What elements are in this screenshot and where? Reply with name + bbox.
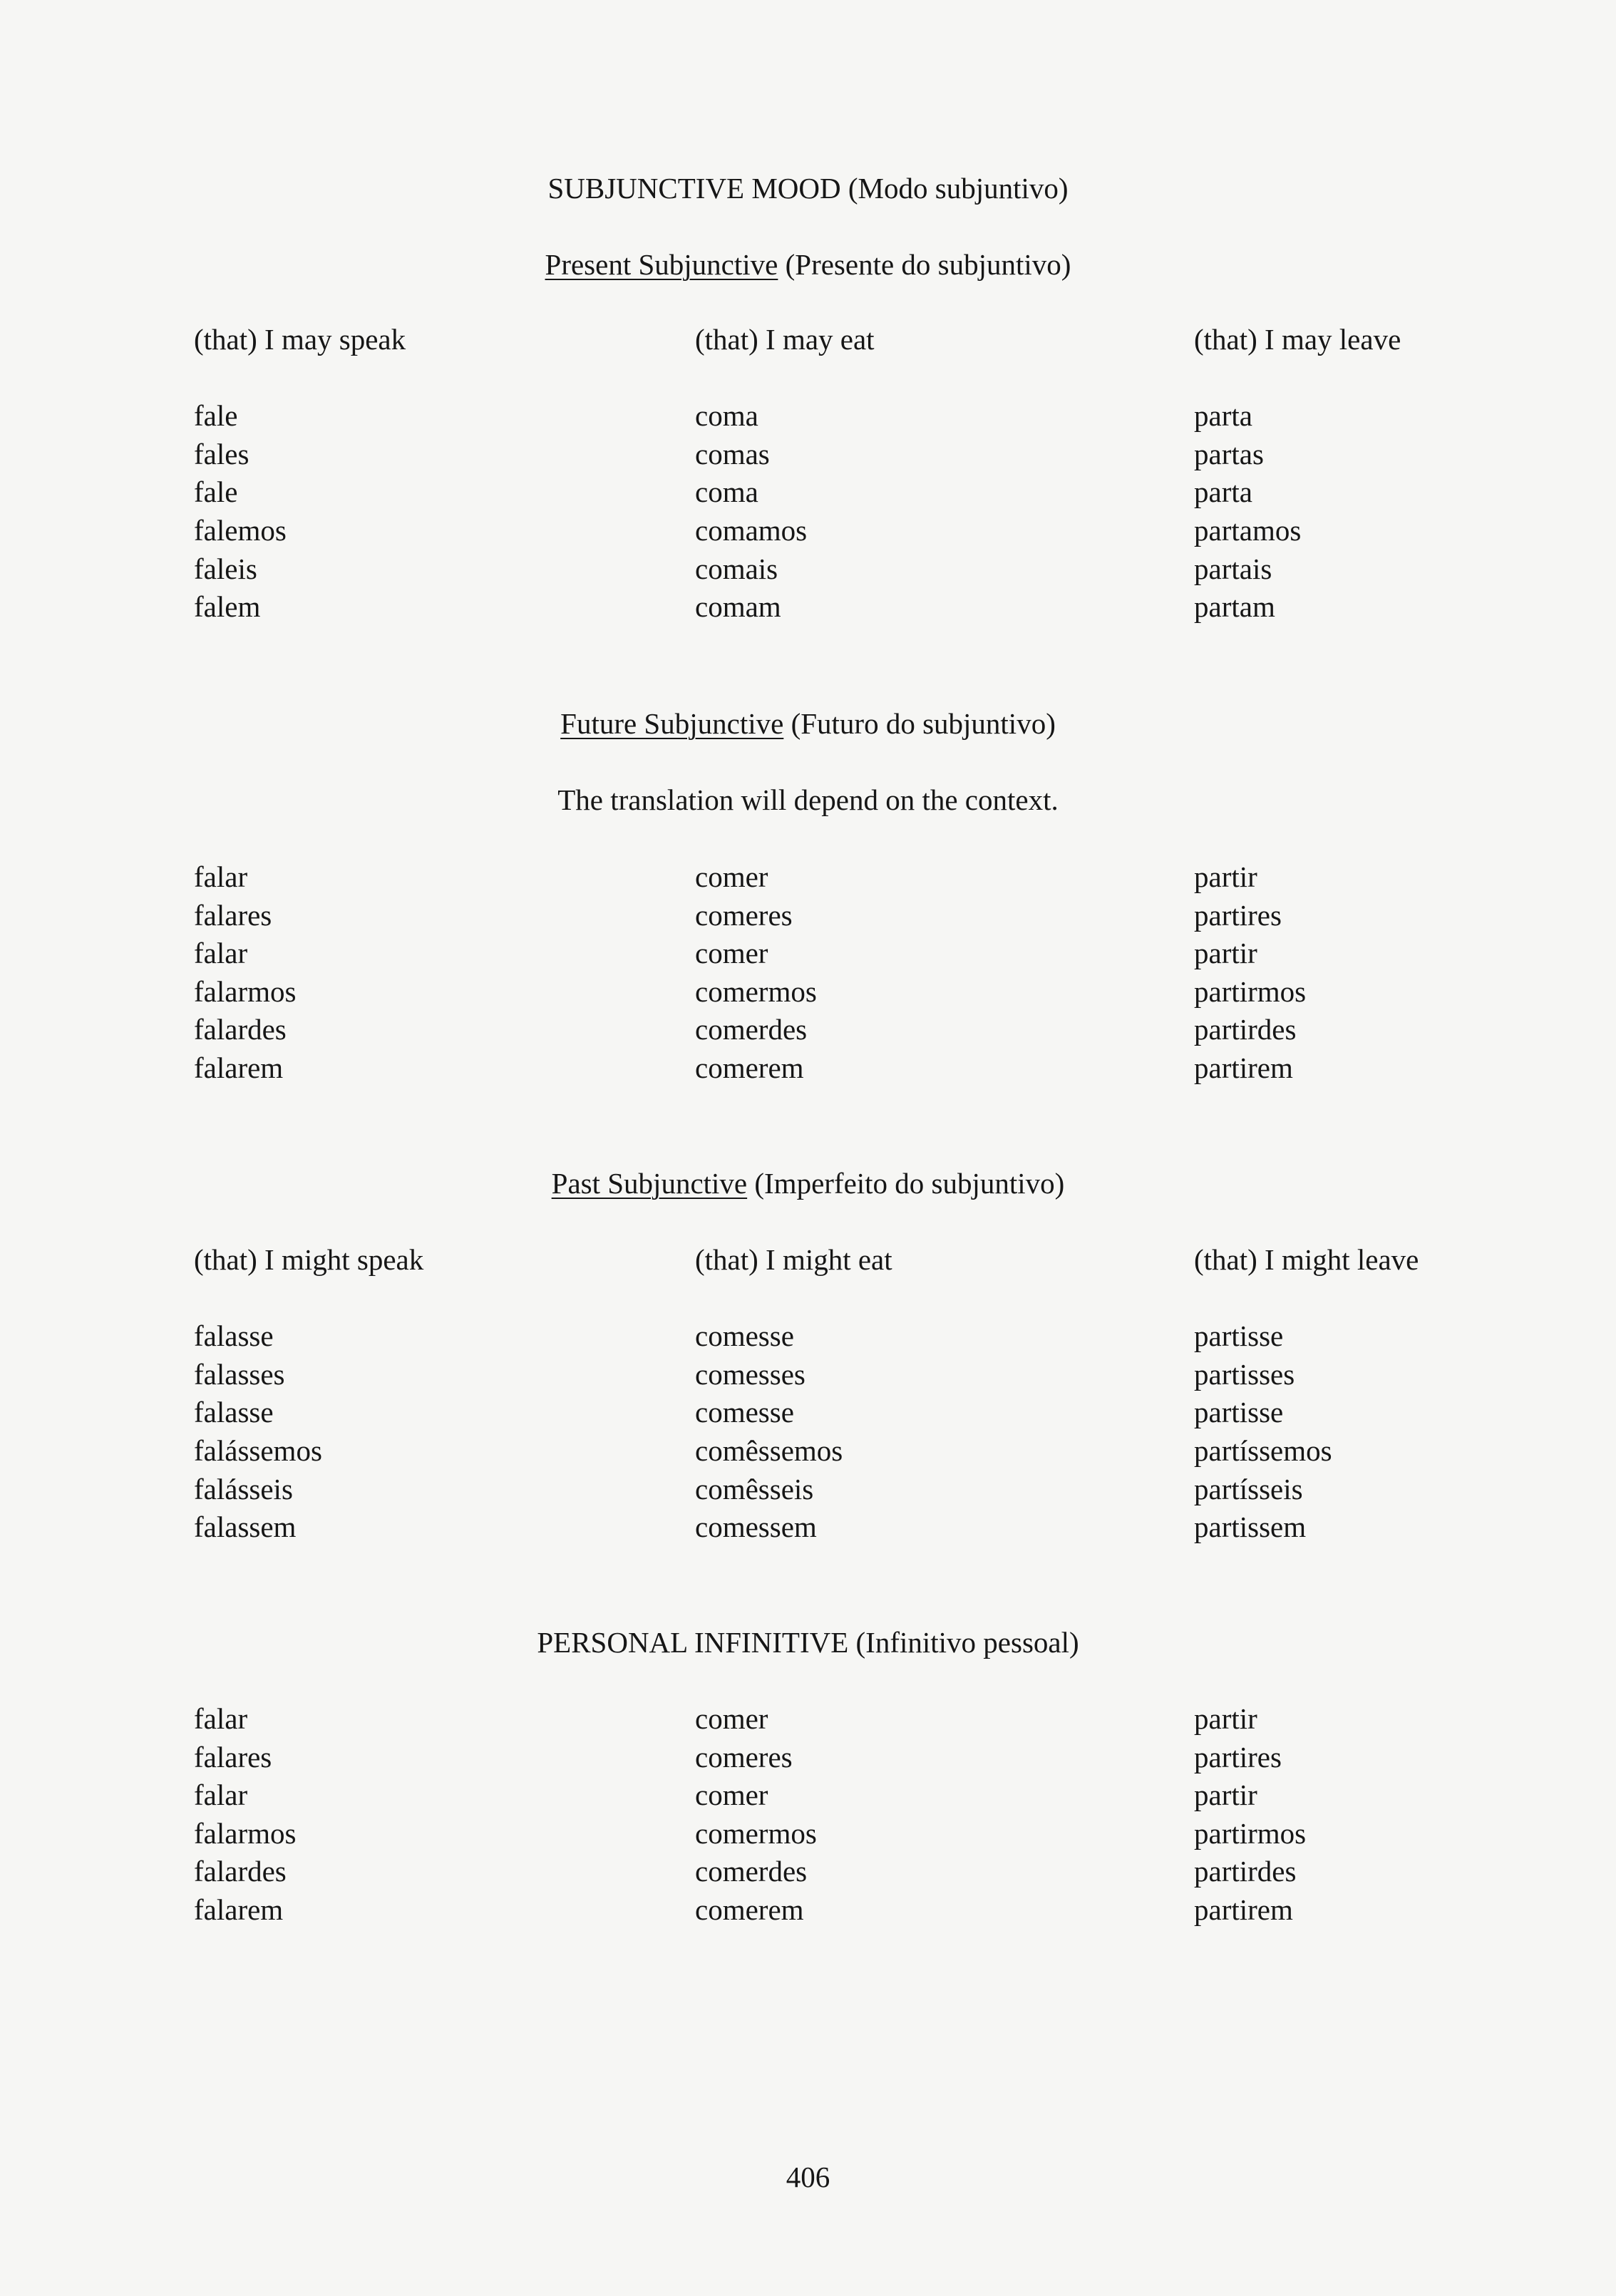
present-leave-form: partais: [1194, 552, 1272, 585]
personal-eat-form: comerdes: [695, 1855, 808, 1888]
personal-leave-form: partirdes: [1194, 1855, 1297, 1888]
future-leave-form: partirmos: [1194, 974, 1307, 1008]
present-eat-form: comam: [695, 590, 781, 624]
present-col-speak-header: (that) I may speak: [194, 323, 406, 356]
present-eat-form: comamos: [695, 513, 808, 547]
personal-leave-form: partir: [1194, 1778, 1257, 1812]
personal-eat-form: comeres: [695, 1740, 793, 1774]
present-col-eat-header: (that) I may eat: [695, 323, 875, 356]
present-eat-form: comas: [695, 437, 770, 470]
personal-speak-form: falarem: [194, 1893, 284, 1926]
personal-leave-form: partirem: [1194, 1893, 1293, 1926]
past-col-speak: [194, 1241, 423, 1547]
future-leave-form: partir: [1194, 860, 1257, 893]
past-eat-form: comessem: [695, 1510, 817, 1544]
page-number: 406: [786, 2161, 830, 2193]
present-leave-form: parta: [1194, 475, 1252, 509]
future-subjunctive-note: The translation will depend on the context.: [557, 783, 1059, 816]
future-speak-form: falar: [194, 860, 248, 893]
past-speak-form: falasse: [194, 1319, 274, 1353]
personal-eat-form: comer: [695, 1702, 768, 1735]
future-eat-form: comer: [695, 860, 768, 893]
future-speak-form: falarem: [194, 1051, 284, 1084]
personal-leave-form: partir: [1194, 1702, 1257, 1735]
past-subjunctive-heading-underlined: Past Subjunctive: [551, 1167, 748, 1200]
future-speak-form: falardes: [194, 1013, 287, 1046]
personal-speak-form: falar: [194, 1778, 248, 1812]
past-col-eat: [695, 1241, 892, 1547]
present-speak-form: falemos: [194, 513, 287, 547]
present-eat-form: comais: [695, 552, 778, 585]
past-col-leave-header: (that) I might leave: [1194, 1243, 1419, 1276]
present-subjunctive-heading-rest: (Presente do subjuntivo): [778, 248, 1071, 281]
future-leave-form: partirdes: [1194, 1013, 1297, 1046]
personal-leave-form: partirmos: [1194, 1816, 1307, 1850]
personal-leave-form: partires: [1194, 1740, 1282, 1774]
past-leave-form: partíssemos: [1194, 1433, 1332, 1467]
personal-eat-form: comermos: [695, 1816, 817, 1850]
past-leave-form: partissem: [1194, 1510, 1307, 1544]
past-subjunctive-heading-rest: (Imperfeito do subjuntivo): [747, 1167, 1065, 1200]
past-speak-form: falassem: [194, 1510, 297, 1544]
past-leave-form: partisse: [1194, 1396, 1284, 1429]
present-leave-form: partam: [1194, 590, 1275, 624]
future-col-eat: [695, 858, 817, 1088]
present-leave-form: partas: [1194, 437, 1264, 470]
personal-speak-form: falardes: [194, 1855, 287, 1888]
personal-speak-form: falares: [194, 1740, 272, 1774]
future-eat-form: comermos: [695, 974, 817, 1008]
future-eat-form: comer: [695, 937, 768, 970]
past-col-speak-header: (that) I might speak: [194, 1243, 424, 1276]
past-speak-form: falásseis: [194, 1472, 293, 1505]
future-eat-form: comeres: [695, 898, 793, 932]
present-speak-form: falem: [194, 590, 261, 624]
personal-eat-form: comerem: [695, 1893, 804, 1926]
personal-infinitive-heading: PERSONAL INFINITIVE (Infinitivo pessoal): [537, 1626, 1079, 1659]
present-eat-form: coma: [695, 475, 758, 509]
present-col-speak: [194, 321, 406, 627]
present-col-leave: [1194, 321, 1401, 627]
future-leave-form: partires: [1194, 898, 1282, 932]
past-col-eat-header: (that) I might eat: [695, 1243, 892, 1276]
future-eat-form: comerem: [695, 1051, 804, 1084]
future-speak-form: falarmos: [194, 974, 297, 1008]
past-eat-form: comesse: [695, 1319, 794, 1353]
past-leave-form: partísseis: [1194, 1472, 1303, 1505]
present-speak-form: fales: [194, 437, 249, 470]
present-speak-form: faleis: [194, 552, 257, 585]
past-leave-form: partisses: [1194, 1357, 1295, 1391]
past-leave-form: partisse: [1194, 1319, 1284, 1353]
personal-speak-form: falar: [194, 1702, 248, 1735]
past-subjunctive-heading: [0, 1165, 1616, 1203]
personal-col-speak: [194, 1700, 296, 1930]
personal-eat-form: comer: [695, 1778, 768, 1812]
past-eat-form: comesses: [695, 1357, 806, 1391]
present-subjunctive-heading-underlined: Present Subjunctive: [545, 248, 778, 281]
past-speak-form: falasse: [194, 1396, 274, 1429]
future-subjunctive-heading-underlined: Future Subjunctive: [560, 707, 784, 740]
personal-speak-form: falarmos: [194, 1816, 297, 1850]
future-subjunctive-heading: [0, 705, 1616, 743]
present-leave-form: partamos: [1194, 513, 1302, 547]
present-col-eat: [695, 321, 875, 627]
present-subjunctive-heading: [0, 246, 1616, 284]
future-speak-form: falar: [194, 937, 248, 970]
future-leave-form: partir: [1194, 937, 1257, 970]
past-eat-form: comêssemos: [695, 1433, 843, 1467]
past-speak-form: falássemos: [194, 1433, 322, 1467]
future-subjunctive-heading-rest: (Futuro do subjuntivo): [783, 707, 1056, 740]
future-leave-form: partirem: [1194, 1051, 1293, 1084]
future-speak-form: falares: [194, 898, 272, 932]
present-eat-form: coma: [695, 399, 758, 433]
present-speak-form: fale: [194, 399, 238, 433]
present-leave-form: parta: [1194, 399, 1252, 433]
past-eat-form: comêsseis: [695, 1472, 814, 1505]
future-col-leave: [1194, 858, 1306, 1088]
past-eat-form: comesse: [695, 1396, 794, 1429]
past-col-leave: [1194, 1241, 1419, 1547]
page-title: SUBJUNCTIVE MOOD (Modo subjuntivo): [547, 172, 1069, 205]
present-col-leave-header: (that) I may leave: [1194, 323, 1401, 356]
personal-col-eat: [695, 1700, 817, 1930]
present-speak-form: fale: [194, 475, 238, 509]
future-col-speak: [194, 858, 296, 1088]
future-eat-form: comerdes: [695, 1013, 808, 1046]
personal-col-leave: [1194, 1700, 1306, 1930]
past-speak-form: falasses: [194, 1357, 285, 1391]
